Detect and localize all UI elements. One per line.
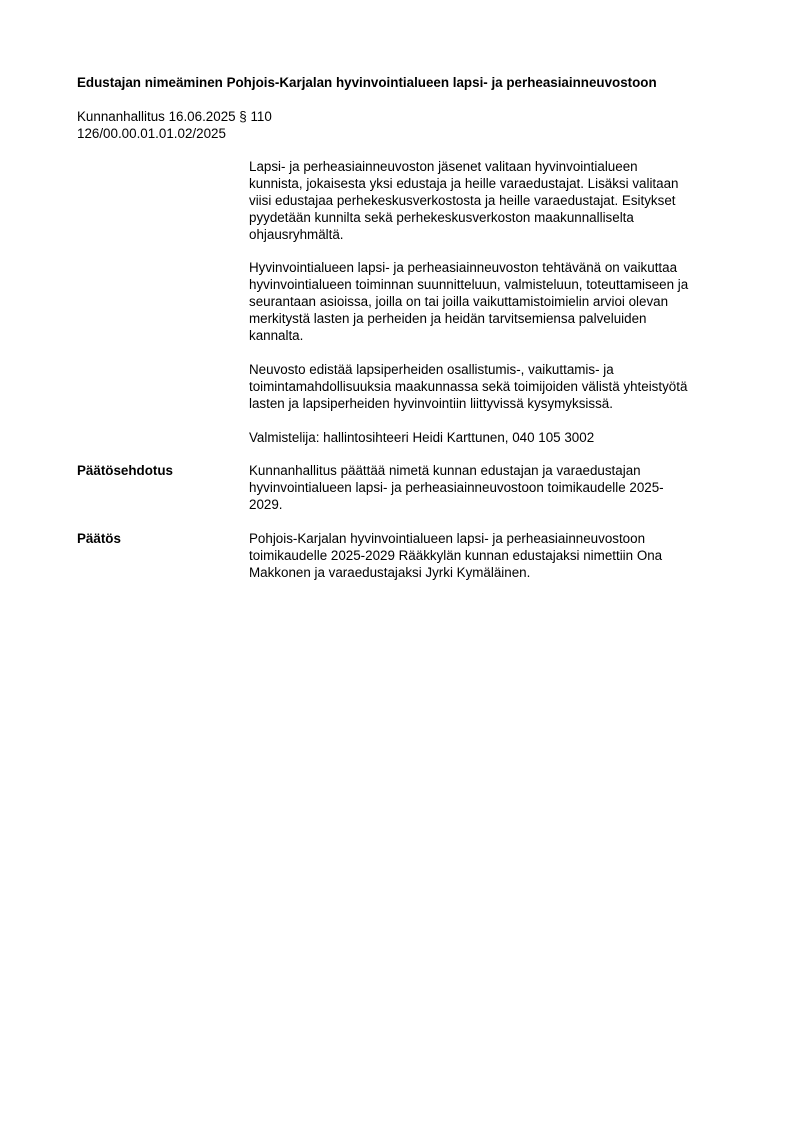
paragraph-line: Hyvinvointialueen lapsi- ja perheasiainneuvoston tehtävänä on vaikuttaa — [249, 260, 678, 275]
preparer-line: Valmistelija: hallintosihteeri Heidi Karttunen, 040 105 3002 — [249, 430, 595, 445]
description-paragraph-2 — [249, 259, 734, 344]
proposal-line: 2029. — [249, 497, 283, 512]
document-title: Edustajan nimeäminen Pohjois-Karjalan hyvinvointialueen lapsi- ja perheasiainneuvostoon — [77, 75, 657, 90]
proposal-line: hyvinvointialueen lapsi- ja perheasiainneuvostoon toimikaudelle 2025- — [249, 480, 664, 495]
description-paragraph-3 — [249, 361, 734, 412]
paragraph-line: lasten ja lapsiperheiden hyvinvointiin liittyvissä kysymyksissä. — [249, 396, 613, 411]
paragraph-line: hyvinvointialueen toiminnan suunnitteluun, valmisteluun, toteuttamiseen ja — [249, 277, 689, 292]
decision-line: toimikaudelle 2025-2029 Rääkkylän kunnan edustajaksi nimettiin Ona — [249, 548, 663, 563]
decision-text — [249, 530, 734, 581]
record-number: 126/00.00.01.01.02/2025 — [77, 126, 226, 141]
decision-line: Pohjois-Karjalan hyvinvointialueen lapsi- ja perheasiainneuvostoon — [249, 531, 646, 546]
paragraph-line: pyydetään kunnilta sekä perhekeskusverkoston maakunnalliselta — [249, 210, 634, 225]
paragraph-line: seurantaan asioissa, joilla on tai joilla vaikuttamistoimielin arvioi olevan — [249, 294, 669, 309]
paragraph-line: kunnista, jokaisesta yksi edustaja ja heille varaedustajat. Lisäksi valitaan — [249, 176, 679, 191]
paragraph-line: merkitystä lasten ja perheiden ja heidän tarvitsemiensa palveluiden — [249, 311, 647, 326]
paragraph-line: kannalta. — [249, 328, 304, 343]
decision-line: Makkonen ja varaedustajaksi Jyrki Kymäläinen. — [249, 565, 531, 580]
meeting-meta — [77, 108, 477, 142]
paragraph-line: Neuvosto edistää lapsiperheiden osallistumis-, vaikuttamis- ja — [249, 362, 614, 377]
paragraph-line: Lapsi- ja perheasiainneuvoston jäsenet valitaan hyvinvointialueen — [249, 159, 638, 174]
meeting-line: Kunnanhallitus 16.06.2025 § 110 — [77, 109, 272, 124]
decision-label: Päätös — [77, 531, 121, 546]
proposal-label: Päätösehdotus — [77, 463, 173, 478]
description-paragraph-1 — [249, 158, 734, 243]
paragraph-line: ohjausryhmältä. — [249, 227, 344, 242]
proposal-text — [249, 462, 734, 513]
paragraph-line: viisi edustajaa perhekeskusverkostosta ja heille varaedustajat. Esitykset — [249, 193, 676, 208]
proposal-line: Kunnanhallitus päättää nimetä kunnan edustajan ja varaedustajan — [249, 463, 641, 478]
paragraph-line: toimintamahdollisuuksia maakunnassa sekä toimijoiden välistä yhteistyötä — [249, 379, 688, 394]
